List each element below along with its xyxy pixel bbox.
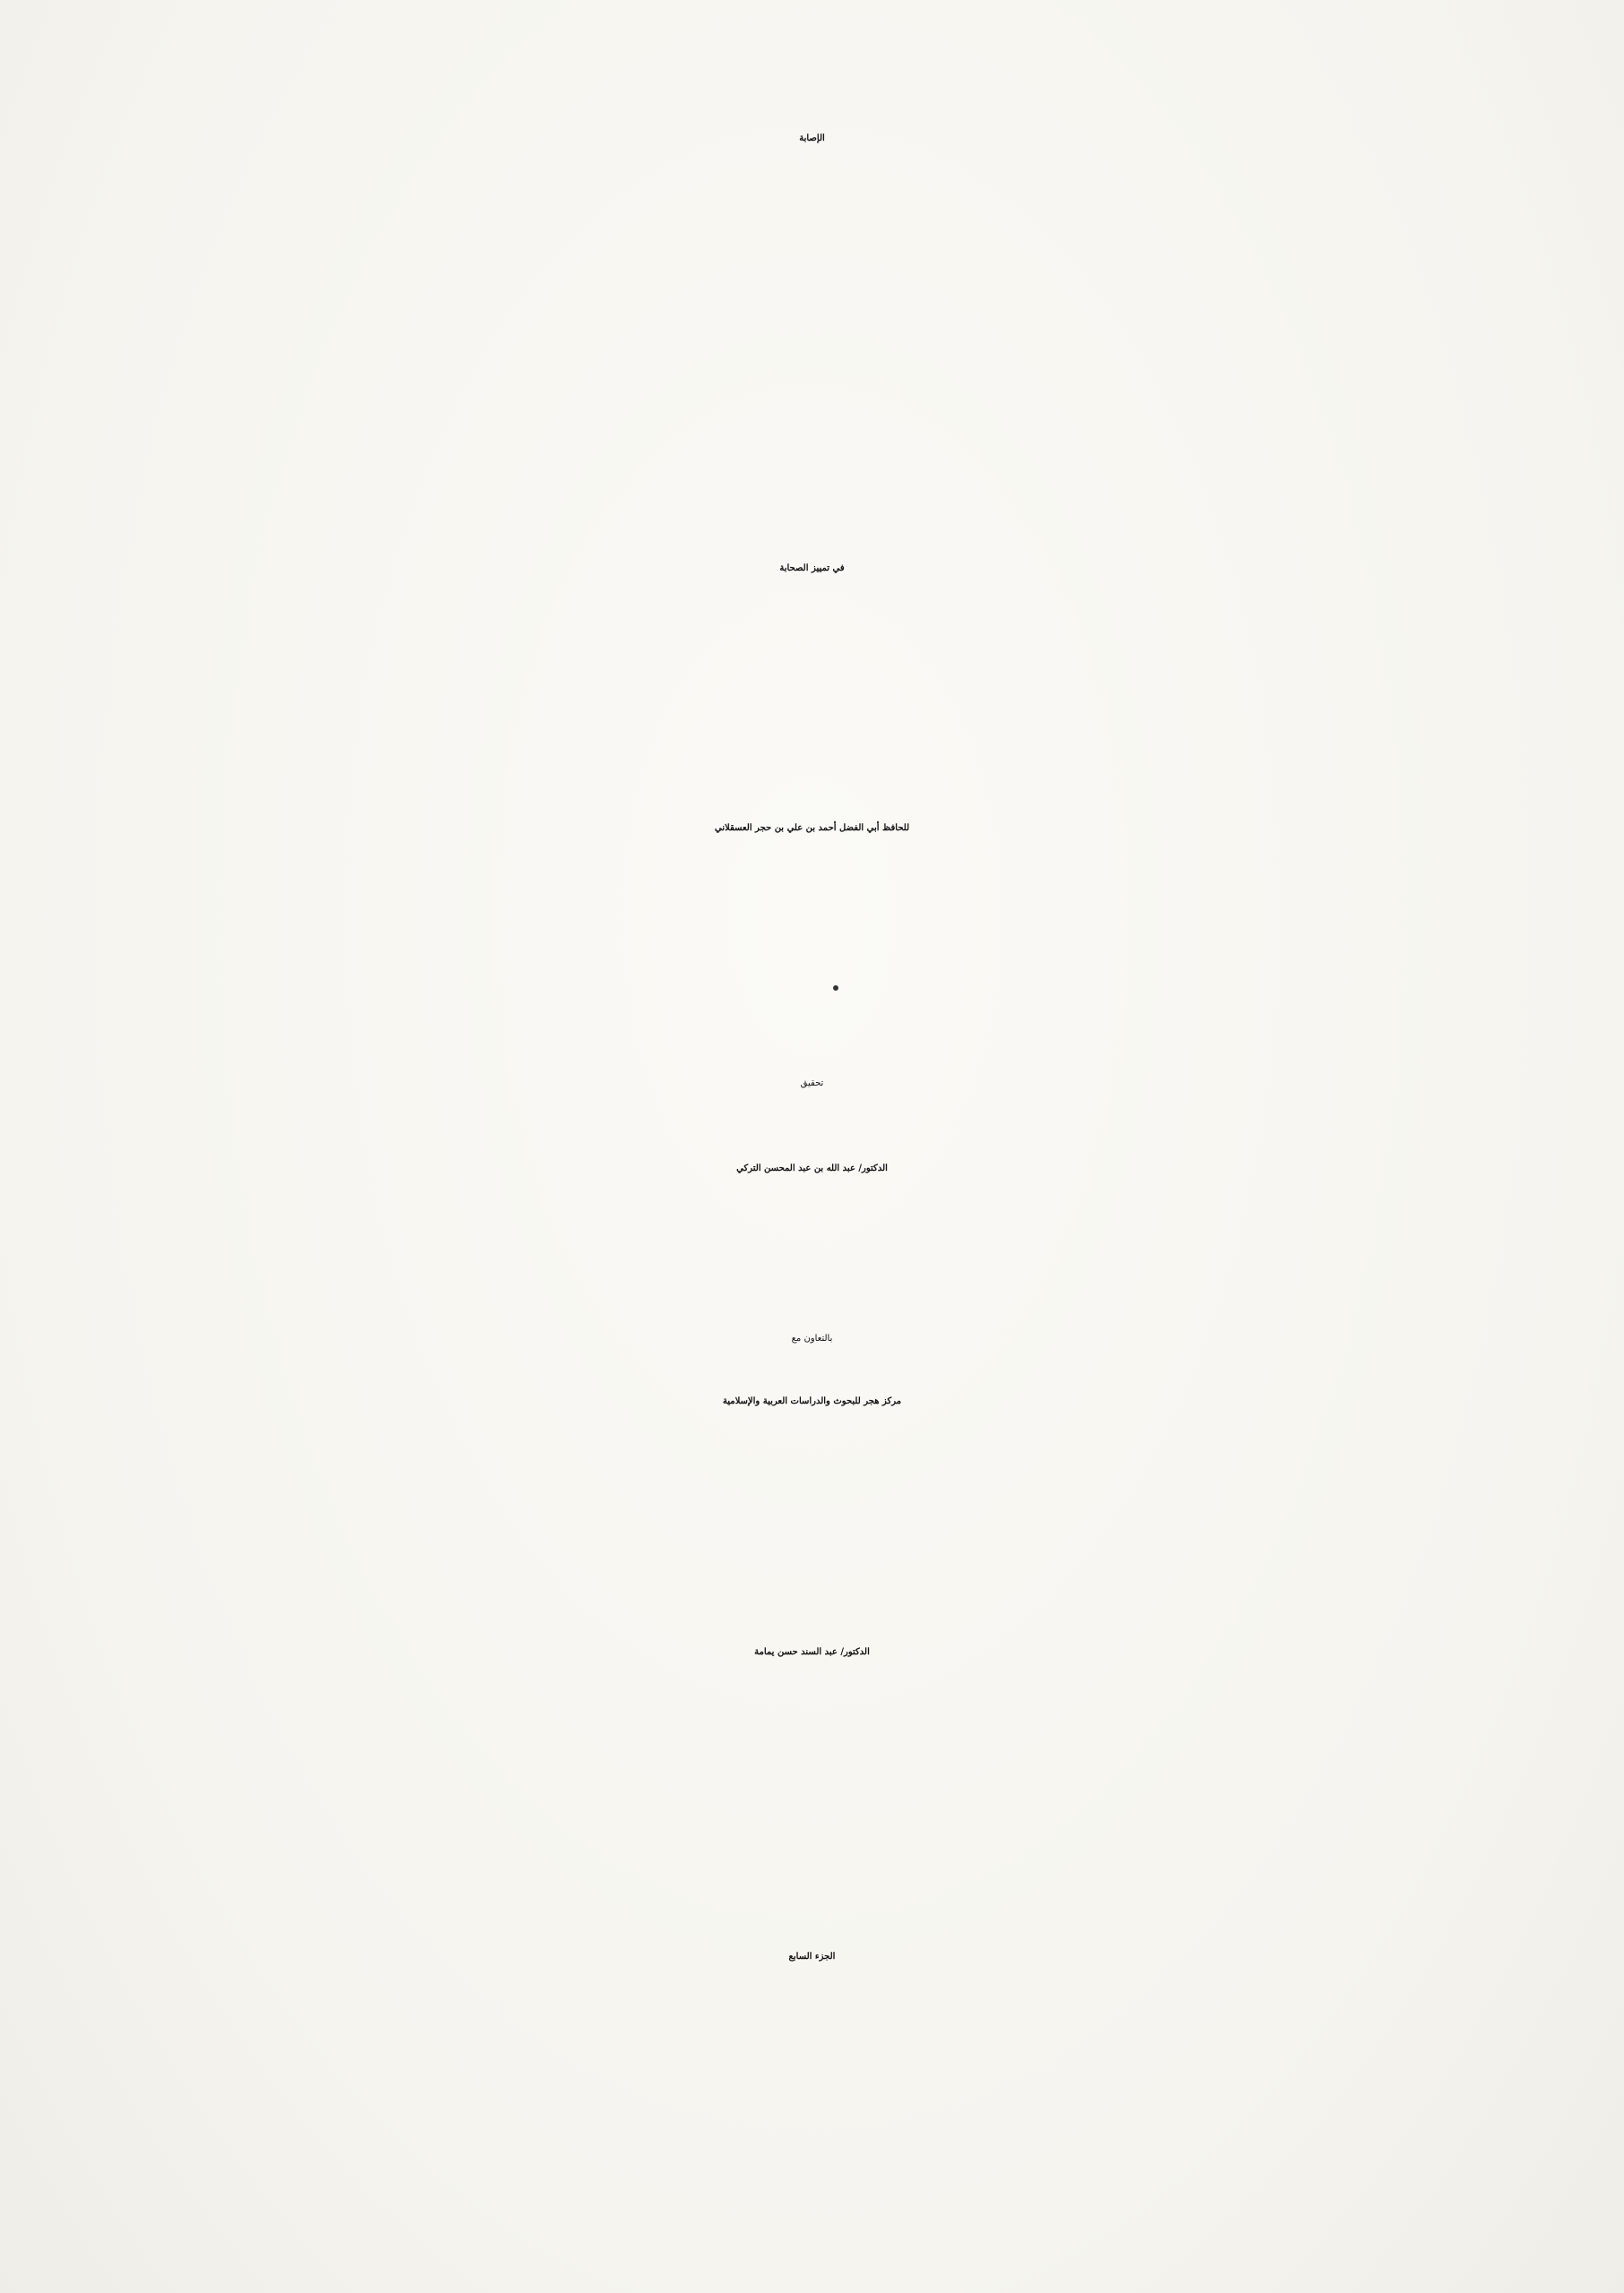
research-center-name: مركز هجر للبحوث والدراسات العربية والإسلامية bbox=[722, 1396, 902, 1406]
main-title: الإصابة bbox=[799, 133, 825, 143]
volume-label: الجزء السابع bbox=[788, 1952, 836, 1962]
decorative-dot bbox=[833, 985, 838, 991]
cooperation-label: بالتعاون مع bbox=[791, 1334, 833, 1344]
primary-editor: الدكتور/ عبد الله بن عبد المحسن التركي bbox=[736, 1164, 888, 1173]
tahqiq-label: تحقيق bbox=[800, 1078, 824, 1088]
author-line: للحافظ أبي الفضل أحمد بن علي بن حجر العسقلاني bbox=[714, 823, 910, 833]
subtitle: في تمييز الصحابة bbox=[779, 563, 845, 573]
secondary-editor: الدكتور/ عبد السند حسن يمامة bbox=[754, 1647, 870, 1657]
